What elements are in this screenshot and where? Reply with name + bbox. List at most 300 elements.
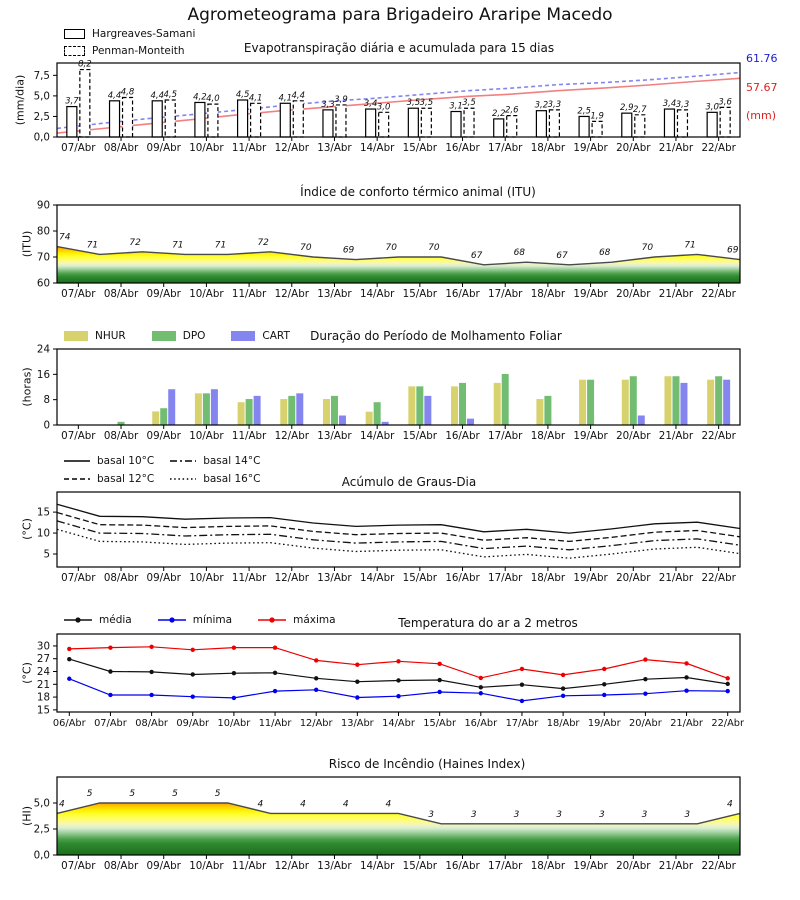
penman-bar [677, 110, 687, 137]
molhamento-legend [64, 330, 290, 342]
temperatura-lines [67, 645, 730, 704]
svg-text:5: 5 [172, 789, 178, 799]
nhur-bar [536, 399, 543, 425]
molhamento-title: Duração do Período de Molhamento Foliar [310, 329, 562, 343]
svg-text:3: 3 [470, 809, 477, 820]
nhur-bar [323, 399, 330, 425]
penman-bar [507, 116, 517, 137]
nhur-bar [238, 402, 245, 425]
dpo-bar [630, 376, 637, 425]
svg-text:07/Abr: 07/Abr [61, 860, 96, 872]
svg-text:18/Abr: 18/Abr [530, 860, 566, 872]
svg-text:22/Abr: 22/Abr [711, 718, 745, 729]
penman-accumulated-total: 61.76 [746, 52, 778, 65]
hargreaves-bar [323, 110, 333, 137]
svg-text:4: 4 [727, 799, 733, 810]
penman-bar [123, 98, 133, 137]
dpo-bar [459, 383, 466, 425]
legend-label: Penman-Monteith [92, 44, 185, 57]
temperatura-x-tick-labels [53, 718, 745, 729]
hargreaves-bar [195, 102, 205, 137]
cart-bar [168, 389, 175, 425]
svg-text:16/Abr: 16/Abr [445, 572, 480, 584]
penman-bar [635, 115, 645, 137]
svg-text:1,9: 1,9 [590, 111, 604, 122]
evapotranspiracao-x-tick-labels [61, 142, 736, 154]
svg-text:70: 70 [641, 243, 654, 253]
svg-text:10: 10 [36, 527, 50, 540]
svg-text:22/Abr: 22/Abr [701, 572, 736, 584]
svg-text:5: 5 [129, 789, 136, 799]
svg-text:72: 72 [257, 237, 269, 248]
svg-text:3: 3 [641, 809, 648, 820]
legend-label: mínima [192, 614, 233, 626]
svg-text:3: 3 [598, 809, 605, 820]
svg-text:12/Abr: 12/Abr [274, 860, 309, 872]
grausdia-lines [57, 504, 740, 558]
svg-text:12/Abr: 12/Abr [274, 142, 309, 154]
dpo-bar [416, 386, 423, 425]
svg-text:22/Abr: 22/Abr [701, 142, 736, 154]
svg-text:5: 5 [86, 789, 93, 799]
svg-text:4: 4 [300, 799, 306, 810]
nhur-bar [622, 380, 629, 425]
svg-text:17/Abr: 17/Abr [488, 288, 523, 300]
svg-text:14/Abr: 14/Abr [382, 718, 415, 729]
penman-bar [80, 70, 90, 137]
legend-item-basal14 [170, 453, 260, 469]
svg-text:09/Abr: 09/Abr [146, 572, 181, 584]
svg-text:0: 0 [43, 419, 50, 432]
svg-text:20/Abr: 20/Abr [616, 860, 651, 872]
svg-text:3,7: 3,7 [65, 96, 79, 107]
hargreaves-bar [707, 112, 717, 137]
svg-text:10/Abr: 10/Abr [189, 430, 224, 442]
svg-text:12/Abr: 12/Abr [274, 430, 309, 442]
svg-text:0,0: 0,0 [33, 849, 50, 862]
svg-text:08/Abr: 08/Abr [103, 860, 139, 872]
itu-title: Índice de conforto térmico animal (ITU) [300, 185, 536, 199]
nhur-bar [152, 411, 159, 425]
hargreaves-bar [664, 109, 674, 137]
svg-text:14/Abr: 14/Abr [359, 860, 395, 872]
svg-text:14/Abr: 14/Abr [359, 288, 395, 300]
haines-area [57, 803, 740, 855]
legend-item-hargreaves [64, 25, 195, 42]
nhur-bar [494, 383, 501, 425]
hargreaves-accumulated-total: 57.67 [746, 81, 778, 94]
svg-text:67: 67 [470, 250, 483, 261]
svg-text:4,4: 4,4 [107, 90, 122, 101]
svg-text:17/Abr: 17/Abr [488, 142, 523, 154]
nhur-swatch-icon [64, 331, 88, 341]
legend-item-media [64, 614, 132, 626]
penman-bar [379, 112, 389, 137]
svg-text:17/Abr: 17/Abr [488, 430, 523, 442]
hargreaves-bar [152, 101, 162, 137]
svg-text:3: 3 [684, 809, 691, 820]
svg-text:09/Abr: 09/Abr [146, 430, 181, 442]
dpo-bar [672, 376, 679, 425]
cart-bar [339, 416, 346, 426]
dpo-bar [331, 396, 338, 425]
svg-text:4,1: 4,1 [278, 93, 293, 104]
svg-text:07/Abr: 07/Abr [61, 142, 96, 154]
svg-text:12/Abr: 12/Abr [274, 288, 309, 300]
cart-bar [680, 383, 687, 425]
svg-text:18/Abr: 18/Abr [530, 142, 566, 154]
svg-text:71: 71 [86, 240, 99, 251]
legend-label: basal 16°C [203, 473, 261, 485]
svg-text:3,5: 3,5 [462, 98, 476, 109]
grausdia-ylabel: (°C) [20, 518, 34, 540]
svg-text:15/Abr: 15/Abr [402, 860, 438, 872]
cart-bar [638, 416, 645, 426]
cart-bar [424, 396, 431, 425]
penman-bar [251, 103, 261, 137]
svg-text:3,9: 3,9 [334, 94, 348, 105]
svg-text:15/Abr: 15/Abr [402, 288, 438, 300]
svg-text:90: 90 [36, 199, 50, 212]
haines-title: Risco de Incêndio (Haines Index) [328, 757, 526, 771]
hargreaves-bar [451, 112, 461, 137]
svg-text:2,5: 2,5 [33, 823, 50, 836]
svg-text:18/Abr: 18/Abr [530, 572, 566, 584]
svg-text:15: 15 [36, 704, 50, 717]
penman-bar [549, 110, 559, 137]
svg-text:4,4: 4,4 [291, 90, 306, 101]
svg-text:3,1: 3,1 [449, 101, 463, 112]
svg-text:12/Abr: 12/Abr [299, 718, 333, 729]
svg-text:08/Abr: 08/Abr [103, 430, 139, 442]
svg-text:17/Abr: 17/Abr [488, 860, 523, 872]
svg-text:18: 18 [36, 691, 50, 704]
svg-text:15: 15 [36, 506, 50, 519]
svg-text:21: 21 [36, 678, 50, 691]
svg-text:11/Abr: 11/Abr [231, 142, 267, 154]
nhur-bar [451, 386, 458, 425]
nhur-bar [664, 376, 671, 425]
svg-text:10/Abr: 10/Abr [217, 718, 251, 729]
minima-line-swatch-icon [158, 615, 186, 625]
legend-label: basal 14°C [203, 455, 261, 467]
dpo-bar [374, 402, 381, 425]
svg-text:4: 4 [59, 799, 65, 810]
svg-text:06/Abr: 06/Abr [52, 718, 86, 729]
svg-text:3,2: 3,2 [534, 100, 549, 111]
svg-text:71: 71 [172, 240, 184, 251]
nhur-bar [280, 399, 287, 425]
svg-text:71: 71 [684, 240, 696, 251]
svg-text:70: 70 [428, 243, 440, 253]
dpo-bar [160, 408, 167, 425]
svg-text:69: 69 [727, 245, 739, 256]
molhamento-ylabel: (horas) [20, 367, 34, 407]
legend-item-nhur [64, 330, 126, 342]
svg-text:2,5: 2,5 [577, 106, 591, 117]
svg-text:27: 27 [36, 653, 50, 666]
svg-text:8: 8 [43, 394, 50, 407]
media-line-swatch-icon [64, 615, 92, 625]
svg-text:4,8: 4,8 [120, 87, 135, 98]
hargreaves-bar [366, 109, 376, 137]
svg-text:08/Abr: 08/Abr [103, 572, 139, 584]
svg-text:5,0: 5,0 [33, 90, 50, 103]
svg-text:4,1: 4,1 [248, 93, 263, 104]
svg-text:4,5: 4,5 [163, 90, 177, 100]
haines-ylabel: (HI) [20, 805, 34, 827]
svg-text:80: 80 [36, 225, 50, 238]
svg-text:18/Abr: 18/Abr [530, 430, 566, 442]
line-basal 12°C [57, 513, 740, 542]
svg-text:11/Abr: 11/Abr [231, 860, 267, 872]
svg-text:4,5: 4,5 [235, 90, 250, 100]
legend-item-basal12 [64, 471, 154, 487]
svg-text:3,5: 3,5 [419, 98, 434, 109]
hargreaves-bar [622, 113, 632, 137]
cart-bar [467, 419, 474, 425]
svg-text:16/Abr: 16/Abr [445, 142, 480, 154]
solid-bar-swatch-icon [64, 29, 85, 39]
cart-bar [211, 389, 218, 425]
svg-text:13/Abr: 13/Abr [340, 718, 374, 729]
svg-text:5: 5 [214, 789, 221, 799]
svg-text:10/Abr: 10/Abr [189, 860, 224, 872]
legend-item-basal16 [170, 471, 260, 487]
svg-text:10/Abr: 10/Abr [189, 572, 224, 584]
legend-item-penman [64, 42, 195, 59]
svg-text:3,4: 3,4 [363, 99, 378, 110]
svg-text:20/Abr: 20/Abr [616, 142, 651, 154]
svg-text:21/Abr: 21/Abr [658, 142, 694, 154]
legend-item-maxima [258, 614, 335, 626]
svg-text:13/Abr: 13/Abr [317, 572, 352, 584]
svg-text:08/Abr: 08/Abr [135, 718, 168, 729]
cart-swatch-icon [231, 331, 255, 341]
accumulated-unit-label: (mm) [746, 109, 777, 122]
penman-bar [293, 101, 303, 137]
svg-text:60: 60 [36, 277, 50, 290]
svg-text:7,5: 7,5 [33, 69, 50, 82]
svg-text:20/Abr: 20/Abr [629, 718, 662, 729]
temperatura-ylabel: (°C) [20, 662, 34, 684]
svg-text:72: 72 [129, 237, 141, 248]
svg-text:3,3: 3,3 [675, 99, 690, 110]
nhur-bar [195, 393, 202, 425]
graus-dia-x-tick-labels [61, 572, 736, 584]
line-basal 10°C [57, 504, 740, 533]
cart-bar [254, 396, 261, 425]
evapo-legend [64, 25, 195, 59]
svg-text:20/Abr: 20/Abr [616, 430, 651, 442]
svg-text:3,3: 3,3 [321, 99, 335, 110]
dashed-bar-swatch-icon [64, 46, 85, 56]
svg-text:4: 4 [257, 799, 264, 810]
svg-text:17/Abr: 17/Abr [505, 718, 539, 729]
svg-text:21/Abr: 21/Abr [658, 288, 694, 300]
svg-text:20/Abr: 20/Abr [616, 572, 651, 584]
svg-text:07/Abr: 07/Abr [61, 572, 96, 584]
solid-line-swatch-icon [64, 456, 90, 466]
hargreaves-bar [579, 116, 589, 137]
svg-text:5,0: 5,0 [33, 797, 50, 810]
dashed-line-swatch-icon [64, 474, 90, 484]
svg-text:70: 70 [300, 243, 312, 253]
svg-text:10/Abr: 10/Abr [189, 142, 224, 154]
penman-bar [208, 104, 218, 137]
penman-bar [421, 108, 431, 137]
legend-label: DPO [182, 330, 206, 342]
maxima-line-swatch-icon [258, 615, 286, 625]
svg-text:14/Abr: 14/Abr [359, 572, 395, 584]
dpo-bar [246, 399, 253, 425]
svg-text:09/Abr: 09/Abr [176, 718, 210, 729]
hargreaves-bar [67, 107, 77, 137]
dpo-bar [715, 376, 722, 425]
grausdia-title: Acúmulo de Graus-Dia [341, 475, 477, 489]
svg-text:70: 70 [36, 251, 50, 264]
nhur-bar [579, 380, 586, 425]
penman-bar [165, 100, 175, 137]
svg-text:22/Abr: 22/Abr [701, 288, 736, 300]
svg-text:19/Abr: 19/Abr [573, 860, 608, 872]
svg-text:09/Abr: 09/Abr [146, 860, 181, 872]
svg-text:21/Abr: 21/Abr [658, 572, 694, 584]
svg-text:22/Abr: 22/Abr [701, 860, 736, 872]
svg-text:07/Abr: 07/Abr [61, 430, 96, 442]
svg-text:16/Abr: 16/Abr [445, 860, 480, 872]
svg-text:12/Abr: 12/Abr [274, 572, 309, 584]
svg-text:11/Abr: 11/Abr [231, 288, 267, 300]
svg-text:07/Abr: 07/Abr [94, 718, 127, 729]
svg-text:14/Abr: 14/Abr [359, 430, 395, 442]
svg-text:19/Abr: 19/Abr [587, 718, 621, 729]
penman-bar [720, 107, 730, 137]
svg-text:68: 68 [598, 248, 611, 259]
svg-text:09/Abr: 09/Abr [146, 288, 181, 300]
nhur-bar [366, 412, 373, 425]
legend-item-dpo [152, 330, 206, 342]
svg-text:22/Abr: 22/Abr [701, 430, 736, 442]
main-title: Agrometeograma para Brigadeiro Araripe Macedo [187, 5, 613, 25]
graus-dia-axes [37, 492, 740, 584]
svg-text:3,0: 3,0 [376, 102, 391, 113]
dpo-bar [502, 374, 509, 425]
dotted-line-swatch-icon [170, 474, 196, 484]
svg-text:14/Abr: 14/Abr [359, 142, 395, 154]
hargreaves-bar [494, 119, 504, 137]
legend-item-minima [158, 614, 232, 626]
svg-text:2,9: 2,9 [620, 103, 634, 114]
svg-text:07/Abr: 07/Abr [61, 288, 96, 300]
svg-text:19/Abr: 19/Abr [573, 572, 608, 584]
svg-text:8,2: 8,2 [78, 59, 92, 70]
svg-text:4,0: 4,0 [206, 94, 220, 105]
svg-text:69: 69 [342, 245, 355, 256]
svg-text:10/Abr: 10/Abr [189, 288, 224, 300]
legend-item-basal10 [64, 453, 154, 469]
dpo-bar [587, 380, 594, 425]
evapo-ylabel: (mm/dia) [13, 74, 27, 126]
svg-text:2,2: 2,2 [491, 108, 506, 119]
svg-text:11/Abr: 11/Abr [231, 572, 267, 584]
legend-label: Hargreaves-Samani [92, 27, 196, 40]
hargreaves-bar [280, 103, 290, 137]
svg-text:3: 3 [513, 809, 520, 820]
svg-text:09/Abr: 09/Abr [146, 142, 181, 154]
svg-text:67: 67 [556, 250, 568, 261]
svg-text:3,3: 3,3 [547, 99, 562, 110]
itu-x-tick-labels [61, 288, 736, 300]
cart-bar [723, 380, 730, 425]
svg-text:13/Abr: 13/Abr [317, 860, 352, 872]
temperatura-axes [37, 634, 745, 729]
molhamento-foliar-x-tick-labels [61, 430, 736, 442]
legend-label: máxima [293, 614, 336, 626]
itu-area [57, 247, 740, 283]
svg-text:16: 16 [36, 368, 50, 381]
legend-label: basal 12°C [97, 473, 155, 485]
cart-bar [296, 393, 303, 425]
bars-dpo [118, 374, 723, 425]
svg-text:3: 3 [556, 809, 562, 820]
svg-text:74: 74 [59, 232, 71, 243]
hargreaves-bar [536, 111, 546, 137]
svg-text:71: 71 [214, 240, 227, 251]
hargreaves-bar [110, 101, 120, 137]
svg-text:11/Abr: 11/Abr [231, 430, 267, 442]
dpo-bar [544, 396, 551, 425]
penman-bar [336, 105, 346, 137]
nhur-bar [408, 386, 415, 425]
svg-text:15/Abr: 15/Abr [402, 572, 438, 584]
svg-text:21/Abr: 21/Abr [658, 430, 694, 442]
svg-text:21/Abr: 21/Abr [670, 718, 703, 729]
dpo-bar [288, 396, 295, 425]
legend-label: CART [262, 330, 290, 342]
svg-text:3,0: 3,0 [705, 102, 719, 113]
legend-label: basal 10°C [97, 455, 155, 467]
svg-text:08/Abr: 08/Abr [103, 142, 139, 154]
line-máxima [67, 645, 730, 681]
nhur-bar [707, 380, 714, 425]
svg-text:21/Abr: 21/Abr [658, 860, 694, 872]
svg-text:20/Abr: 20/Abr [616, 288, 651, 300]
hargreaves-bar [408, 108, 418, 137]
svg-text:2,5: 2,5 [33, 110, 50, 123]
svg-text:16/Abr: 16/Abr [445, 288, 480, 300]
svg-text:08/Abr: 08/Abr [103, 288, 139, 300]
svg-text:2,6: 2,6 [504, 105, 519, 116]
temperatura-title: Temperatura do ar a 2 metros [398, 616, 578, 630]
haines-x-tick-labels [61, 860, 736, 872]
svg-text:3,4: 3,4 [662, 99, 677, 110]
svg-text:19/Abr: 19/Abr [573, 288, 608, 300]
svg-text:70: 70 [385, 243, 397, 253]
svg-text:16/Abr: 16/Abr [464, 718, 498, 729]
svg-text:16/Abr: 16/Abr [445, 430, 480, 442]
svg-text:3: 3 [428, 809, 434, 820]
svg-text:4: 4 [342, 799, 349, 810]
svg-text:11/Abr: 11/Abr [258, 718, 292, 729]
grausdia-legend [64, 453, 260, 487]
legend-label: NHUR [95, 330, 126, 342]
svg-text:24: 24 [36, 666, 50, 679]
penman-bar [592, 121, 602, 137]
penman-bar [464, 108, 474, 137]
svg-text:4,4: 4,4 [150, 90, 164, 101]
svg-text:18/Abr: 18/Abr [546, 718, 580, 729]
